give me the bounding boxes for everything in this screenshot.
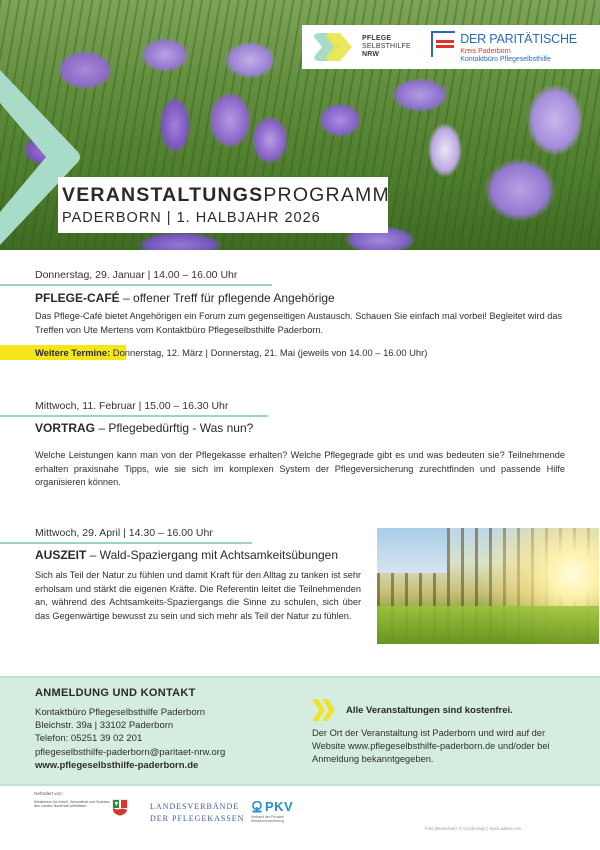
landesverbaende-line1: LANDESVERBÄNDE (150, 802, 240, 811)
event-1-divider (0, 284, 272, 286)
paritaet-equals-icon (436, 40, 454, 50)
more-dates-value: Donnerstag, 12. März | Donnerstag, 21. Mai (jeweils von 14.00 – 16.00 Uhr) (110, 347, 428, 358)
contact-details (35, 706, 225, 772)
pkv-umbrella-icon (251, 801, 263, 813)
contact-heading: ANMELDUNG UND KONTAKT (35, 687, 196, 699)
event-1-date: Donnerstag, 29. Januar | 14.00 – 16.00 Uhr (35, 269, 238, 281)
event-1-title (35, 291, 335, 305)
event-1-title-bold: PFLEGE-CAFÉ (35, 291, 120, 305)
event-2-title-bold: VORTRAG (35, 421, 95, 435)
forest-photo (377, 528, 599, 644)
event-3-title (35, 548, 338, 562)
contact-box (0, 676, 600, 786)
event-3-description: Sich als Teil der Natur zu fühlen und damit Kraft für den Alltag zu tanken ist sehr erholsam und stärkt die eigenen Kräfte. Die Referentin leitet die Teilnehmenden an, während des Achtsamkeits-Spaziergangs die Sinne zu schulen, sich über das Gegenwärtige bewusst zu sein und sich mehr als Teil der Natur zu fühlen. (35, 570, 361, 621)
logo-pflege-line3: NRW (362, 51, 380, 58)
event-2-title (35, 421, 253, 435)
hero-image-crocus (0, 0, 600, 250)
double-chevron-icon (312, 699, 336, 721)
paritaet-name: DER PARITÄTISCHE (460, 32, 577, 46)
logo-bar (302, 25, 600, 69)
event-2-title-rest: – Pflegebedürftig - Was nun? (95, 421, 254, 435)
paritaet-region: Kreis Paderborn (460, 48, 511, 55)
contact-address: Bleichstr. 39a | 33102 Paderborn (35, 720, 174, 732)
contact-phone[interactable]: Telefon: 05251 39 02 201 (35, 733, 143, 745)
event-2-date: Mittwoch, 11. Februar | 15.00 – 16.30 Uhr (35, 400, 229, 412)
forest-meadow (377, 606, 599, 644)
event-3-divider (0, 542, 252, 544)
logo-pkv (251, 799, 301, 824)
page-subtitle: PADERBORN | 1. HALBJAHR 2026 (62, 210, 321, 226)
pflege-selbsthilfe-heart-icon (312, 33, 356, 61)
logo-landesverbaende-pflegekassen (150, 801, 244, 825)
paritaet-office: Kontaktbüro Pflegeselbsthilfe (460, 56, 551, 63)
contact-website-link[interactable]: www.pflegeselbsthilfe-paderborn.de (35, 759, 199, 771)
logo-pflege-selbsthilfe-nrw (312, 33, 421, 61)
event-3-title-rest: – Wald-Spaziergang mit Achtsamkeitsübungen (86, 548, 339, 562)
event-2-divider (0, 415, 268, 417)
pkv-subtitle: Verband der Privaten Krankenversicherung (251, 815, 285, 824)
title-light: PROGRAMM (263, 184, 390, 206)
event-1-title-rest: – offener Treff für pflegende Angehörige (119, 291, 335, 305)
contact-org: Kontaktbüro Pflegeselbsthilfe Paderborn (35, 707, 206, 718)
event-3-date: Mittwoch, 29. April | 14.30 – 16.00 Uhr (35, 527, 213, 539)
forest-sky (377, 528, 447, 573)
contact-email-link[interactable]: pflegeselbsthilfe-paderborn@paritaet-nrw.org (35, 746, 226, 758)
sponsors-label: Gefördert von: (34, 791, 63, 796)
logo-pflege-line1: PFLEGE (362, 35, 392, 42)
event-3-title-bold: AUSZEIT (35, 548, 87, 562)
pkv-name: PKV (265, 799, 294, 814)
nrw-coat-of-arms-icon (112, 799, 128, 816)
landesverbaende-line2: DER PFLEGEKASSEN (150, 814, 245, 823)
logo-pflege-line2: SELBSTHILFE (362, 43, 411, 50)
event-1-description: Das Pflege-Café bietet Angehörigen ein Forum zum gegenseitigen Austausch. Schauen Sie einfach mal vorbei! Begleitet wird das Treffen von Ute Mertens vom Kontaktbüro Pflegeselbsthilfe Paderborn. (35, 311, 563, 335)
event-2-description: Welche Leistungen kann man von der Pflegekasse erhalten? Welche Pflegegrade gibt es und was bedeuten sie? Teilnehmende erhalten praxisnahe Tipps, wie sie sich im komplexen System der Pflegeversicherung zurechtfinden und passende Hilfe organisieren können. (35, 450, 565, 487)
page-title (62, 184, 388, 207)
sponsor-ministry-text: Ministerium für Arbeit, Gesundheit und Soziales des Landes Nordrhein-Westfalen (34, 800, 110, 809)
title-box (58, 177, 388, 233)
free-admission-notice: Alle Veranstaltungen sind kostenfrei. (346, 705, 513, 716)
location-notice: Der Ort der Veranstaltung ist Paderborn und wird auf der Website www.pflegeselbsthilfe-paderborn.de und/oder bei Anmeldung bekanntgegeben. (312, 728, 550, 764)
more-dates-label: Weitere Termine: (35, 347, 111, 358)
title-bold: VERANSTALTUNGS (62, 184, 264, 206)
photo-credit: Foto (Menschen): © Cecilia Bajic | stock.adobe.com (425, 826, 522, 831)
logo-der-paritaetische (431, 29, 600, 65)
event-1-more-dates (35, 347, 427, 358)
